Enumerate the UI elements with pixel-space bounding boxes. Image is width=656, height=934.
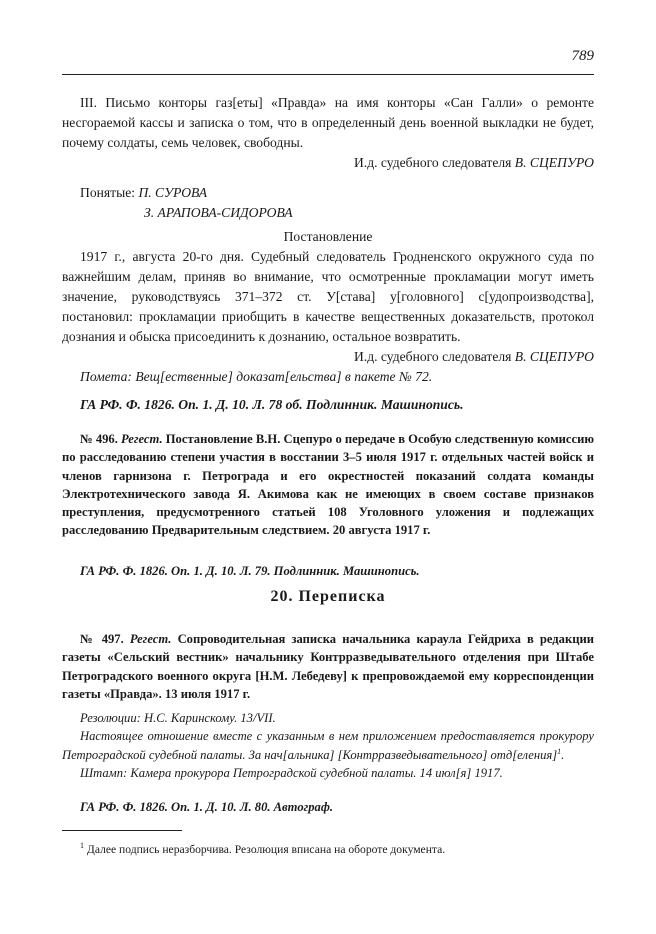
signature-title: И.д. судебного следователя xyxy=(353,155,515,170)
note-line: Помета: Вещ[ественные] доказат[ельства] в пакете № 72. xyxy=(80,369,433,384)
decree-title: Постановление xyxy=(283,229,373,244)
footnote xyxy=(80,842,594,858)
archive-reference: ГА РФ. Ф. 1826. Оп. 1. Д. 10. Л. 79. Подлинник. Машинопись. xyxy=(80,563,420,578)
body-end: . xyxy=(561,747,565,762)
regest-label: Регест. xyxy=(129,632,172,646)
footnote-ref[interactable]: 1 xyxy=(557,746,562,756)
witnesses-label: Понятые: xyxy=(80,185,139,200)
regest-label: Регест. xyxy=(121,432,163,446)
signature-line-1 xyxy=(62,153,594,173)
header-rule xyxy=(62,74,594,75)
witness-name-2: З. АРАПОВА-СИДОРОВА xyxy=(144,205,293,220)
section-continuation xyxy=(62,93,594,415)
signature-name: В. СЦЕПУРО xyxy=(514,155,594,170)
decree-paragraph: 1917 г., августа 20-го дня. Судебный следователь Гродненского окружного суда по важнейшим делам, приняв во внимание, что осмотренные прокламации могут иметь значение, руководствуясь 371–372 ст. У[става] у[головного] с[удопроизводства], постановил: прокламации приобщить в качестве вещественных доказательств, протокол дознания и обыска присоединить к дознанию, остальное возвратить. xyxy=(62,249,594,344)
regest-paragraph xyxy=(62,630,594,703)
regest-text: Постановление В.Н. Сцепуро о передаче в Особую следственную комиссию по расследованию степени участия в восстании 3–5 июля 1917 г. отдельных частей войск и членов гарнизона г. Петрограда и его окрестностей показаний солдата команды Электротехнического завода Я. Акимова как не имеющих в своем составе признаков преступления, предусмотренного статьей 108 Уголовного уложения и подлежащих расследованию Предварительным следствием. 20 августа 1917 г. xyxy=(62,432,594,538)
document-496 xyxy=(62,430,594,580)
witness-row-1 xyxy=(62,183,594,203)
body-paragraph xyxy=(62,727,594,764)
chapter-heading: 20. Переписка xyxy=(270,588,386,605)
archive-reference: ГА РФ. Ф. 1826. Оп. 1. Д. 10. Л. 78 об. Подлинник. Машинопись. xyxy=(80,397,464,412)
stamp-line: Штамп: Камера прокурора Петроградской судебной палаты. 14 июл[я] 1917. xyxy=(80,766,503,781)
archive-reference: ГА РФ. Ф. 1826. Оп. 1. Д. 10. Л. 80. Автограф. xyxy=(80,800,334,815)
witnesses-block xyxy=(62,183,594,223)
signature-line-2 xyxy=(62,347,594,367)
regest-paragraph xyxy=(62,430,594,540)
signature-title: И.д. судебного следователя xyxy=(353,349,515,364)
footnote-mark: 1 xyxy=(80,841,84,851)
doc-number: № 496. xyxy=(80,432,118,446)
footnote-rule xyxy=(62,830,182,831)
witness-name-1: П. СУРОВА xyxy=(138,185,208,200)
document-497 xyxy=(62,630,594,816)
signature-name: В. СЦЕПУРО xyxy=(514,349,594,364)
item-three-paragraph: III. Письмо конторы газ[еты] «Правда» на имя конторы «Сан Галли» о ремонте несгораемой кассы и записка о том, что в определенный день военной выкладки не будет, почему солдаты, семь человек, свободны. xyxy=(62,95,594,150)
footnote-text: Далее подпись неразборчива. Резолюция вписана на обороте документа. xyxy=(86,843,446,856)
page-number: 789 xyxy=(571,48,594,64)
regest-text: Сопроводительная записка начальника караула Гейдриха в редакции газеты «Сельский вестник» начальнику Контрразведывательного отделения при Штабе Петроградского военного округа [Н.М. Лебедеву] к препровождаемой ему корреспонденции газеты «Правда». 13 июля 1917 г. xyxy=(62,632,595,701)
resolution-line: Резолюции: Н.С. Каринскому. 13/VII. xyxy=(80,711,276,726)
doc-number: № 497. xyxy=(80,632,124,646)
body-text: Настоящее отношение вместе с указанным в нем приложением предоставляется прокурору Петроградской судебной палаты. За нач[альника] [Контрразведывательного] отд[еления] xyxy=(62,729,594,762)
